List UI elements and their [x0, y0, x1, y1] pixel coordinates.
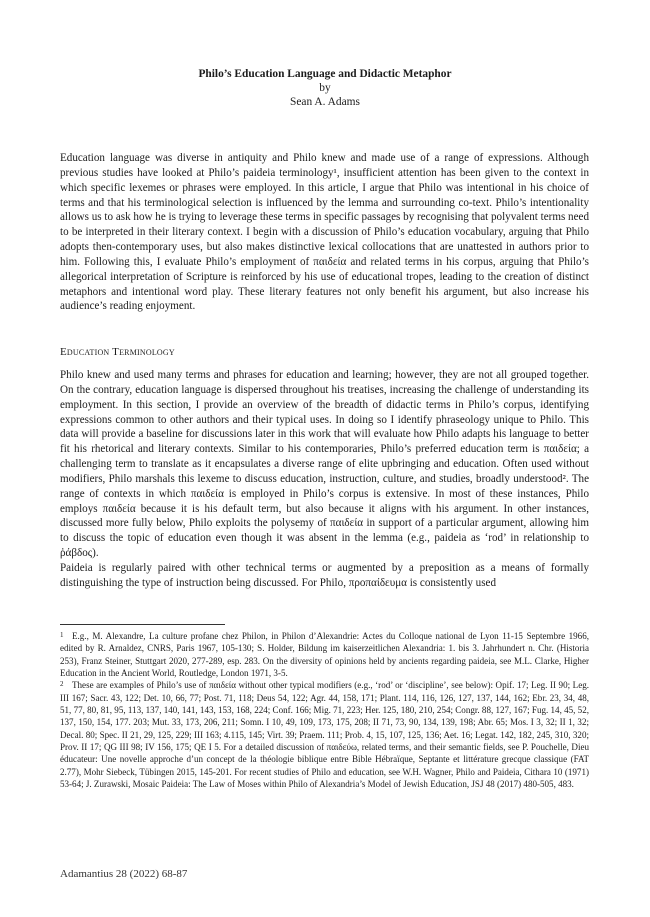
footnote-2: [60, 679, 589, 790]
main-text: [60, 368, 589, 591]
footnote-2-number: 2: [60, 680, 64, 689]
article-title: Philo’s Education Language and Didactic Metaphor: [198, 68, 452, 80]
author-name: Sean A. Adams: [290, 96, 360, 108]
footnote-1: [60, 630, 589, 679]
main-paragraph-2: Paideia is regularly paired with other technical terms or augmented by a preposition as a means of formally distinguishing the type of instruction being discussed. For Philo, προπαίδευμα is consistently used: [60, 561, 589, 589]
footnote-1-text: E.g., M. Alexandre, La culture profane chez Philon, in Philon d’Alexandrie: Actes du Colloque national de Lyon 11-15 Septembre 1966, edited by R. Arnaldez, CNRS, Paris 1967, 105-130; S. Holder, Bildung im kaiserzeitlichen Alexandria: 1. bis 3. Jahrhundert n. Chr. (Historia 253), Franz Steiner, Stuttgart 2020, 277-289, esp. 283. On the diversity of opinions held by ancients regarding paideia, see M.L. Clarke, Higher Education in the Ancient World, Routledge, London 1971, 3-5.: [60, 631, 589, 679]
title-block: [60, 67, 590, 109]
section-heading: Education Terminology: [60, 346, 175, 358]
journal-footer: Adamantius 28 (2022) 68-87: [60, 868, 188, 880]
footnotes: [60, 630, 589, 790]
abstract-paragraph: Education language was diverse in antiquity and Philo knew and made use of a range of expressions. Although previous studies have looked at Philo’s paideia terminology¹, insufficient attention has been given to the context in which specific lexemes or phrases were employed. In this article, I argue that Philo was intentional in his choice of terms and that his terminological selection is influenced by the lemma and surrounding co-text. Philo’s intentionality allows us to ask how he is trying to leverage these terms in specific passages by recognising that polyvalent terms need to be interpreted in their literary context. I begin with a discussion of Philo’s education vocabulary, arguing that Philo adopts then-contemporary uses, but also makes distinctive lexical collocations that are unattested in authors prior to him. Following this, I evaluate Philo’s employment of παιδεία and related terms in his corpus, arguing that Philo’s allegorical interpretation of Scripture is reinforced by his use of educational tropes, leading to the creation of distinct metaphors and intentional word play. These literary features not only benefit his argument, but also increase his audience’s reading enjoyment.: [60, 152, 589, 313]
footnote-2-text: These are examples of Philo’s use of παιδεία without other typical modifiers (e.g., ‘rod’ or ‘discipline’, see below): Opif. 17; Leg. II 90; Leg. III 167; Sacr. 43, 122; Det. 10, 66, 77; Post. 71, 118; Deus 54, 122; Agr. 44, 158, 171; Plant. 114, 116, 126, 127, 137, 144, 162; Ebr. 23, 34, 48, 51, 77, 80, 81, 95, 113, 137, 140, 141, 143, 153, 168, 224; Conf. 166; Mig. 71, 223; Her. 125, 180, 210, 254; Congr. 88, 127, 167; Fug. 14, 45, 52, 137, 150, 154, 177. 203; Mut. 33, 173, 206, 211; Somn. I 10, 49, 109, 173, 175, 208; II 71, 73, 90, 134, 139, 198; Abr. 65; Mos. I 3, 32; II 1, 32; Decal. 80; Spec. II 21, 29, 125, 229; III 163; 4.115, 145; Virt. 39; Praem. 111; Prob. 4, 15, 107, 125, 136; Aet. 16; Legat. 142, 182, 245, 310, 320; Prov. II 17; QG III 98; IV 156, 175; QE I 5. For a detailed discussion of παιδεύω, related terms, and their semantic fields, see P. Pouchelle, Dieu éducateur: Une novelle approche d’un concept de la théologie biblique entre Bible Hébraïque, Septante et littérature grecque classique (FAT 2.77), Mohr Siebeck, Tübingen 2015, 145-201. For recent studies of Philo and education, see W.H. Wagner, Philo and Paideia, Cithara 10 (1971) 53-64; J. Zurawski, Mosaic Paideia: The Law of Moses within Philo of Alexandria’s Model of Jewish Education, JSJ 48 (2017) 480-505, 483.: [60, 680, 589, 790]
byline-by: by: [319, 82, 331, 94]
main-paragraph-1: Philo knew and used many terms and phrases for education and learning; however, they are not all grouped together. On the contrary, education language is dispersed throughout his treatises, increasing the challenge of understanding its employment. In this section, I provide an overview of the breadth of didactic terms in Philo’s corpus, identifying expressions common to other authors and their typical uses. In doing so I identify phraseology unique to Philo. This data will provide a baseline for discussions later in this work that will evaluate how Philo adapts his language to better fit his rhetorical and literary contexts. Similar to his contemporaries, Philo’s preferred education term is παιδεία; a challenging term to translate as it encapsulates a diverse range of elite upbringing and education. Often used without modifiers, Philo marshals this lexeme to discuss education, instruction, culture, and studies, broadly understood². The range of contexts in which παιδεία is employed in Philo’s corpus is extensive. In most of these instances, Philo employs παιδεία because it is his default term, but also because it aligns with his argument. In other instances, discussed more fully below, Philo exploits the polysemy of παιδεία in support of a particular argument, allowing him to discuss the topic of education even though it was absent in the lemma (e.g., paideia as ‘rod’ in relationship to ῥάβδος).: [60, 369, 589, 560]
abstract: [60, 151, 589, 314]
footnote-1-number: 1: [60, 631, 64, 639]
footnote-rule: [60, 624, 225, 625]
